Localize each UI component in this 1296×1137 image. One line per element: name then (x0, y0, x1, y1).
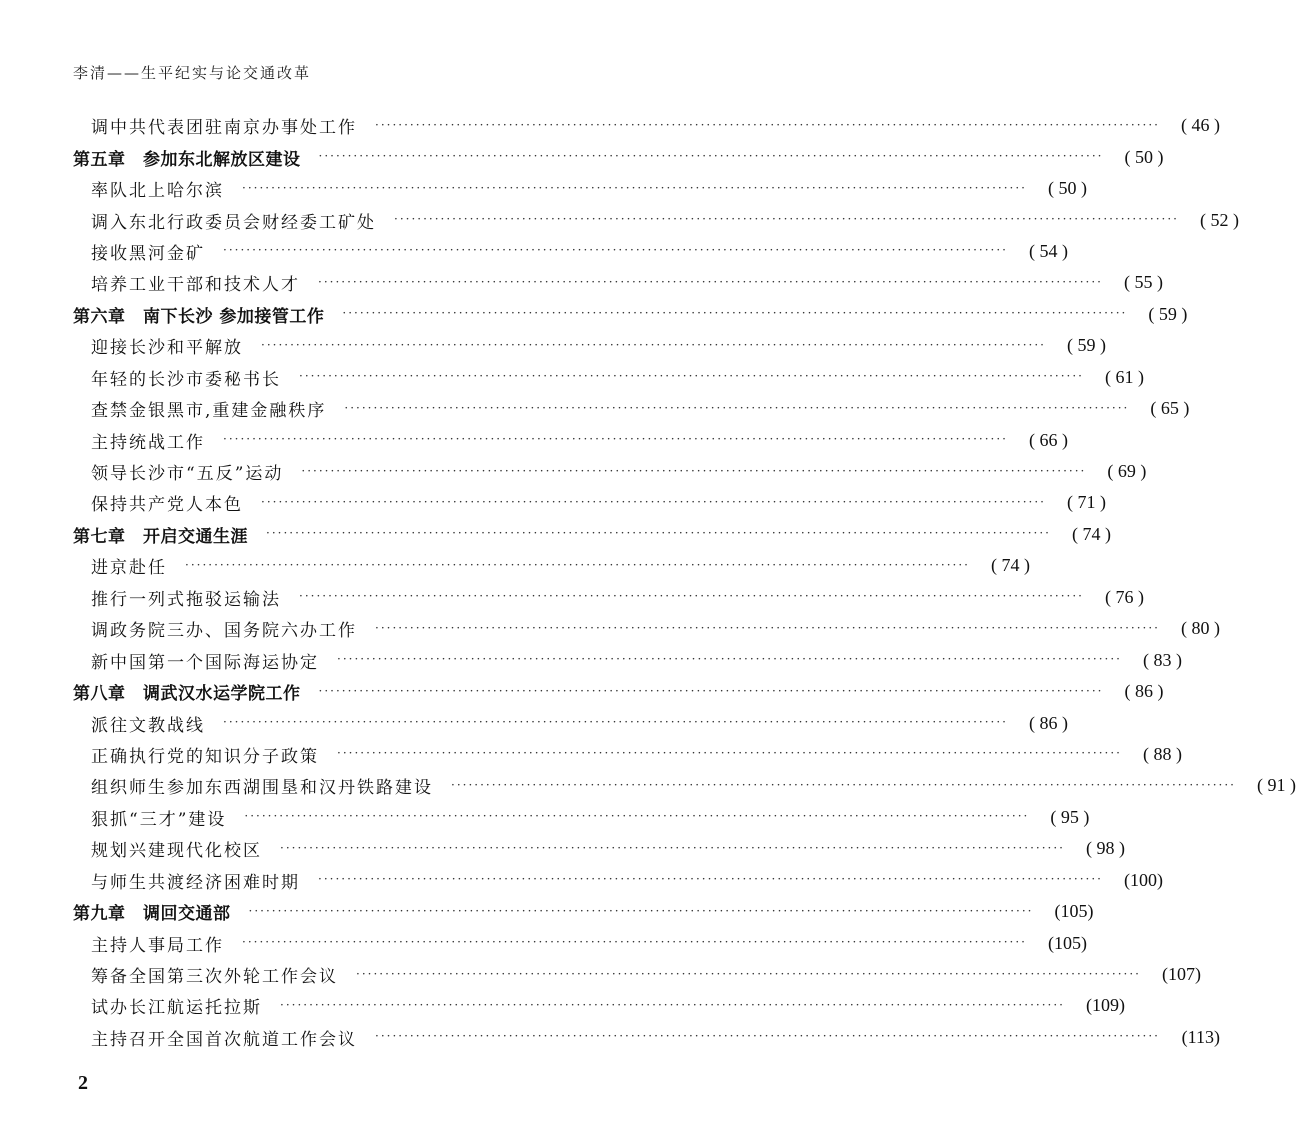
toc-chapter-title: 第九章 调回交通部 (73, 904, 231, 925)
toc-entry-title: 规划兴建现代化校区 (91, 841, 262, 862)
dot-leader: ······································································································································· (301, 463, 1087, 478)
toc-chapter-title: 第七章 开启交通生涯 (73, 526, 248, 547)
dot-leader: ······································································································································· (185, 557, 970, 572)
toc-entry-title: 进京赴任 (91, 558, 167, 579)
toc-chapter-title: 第五章 参加东北解放区建设 (73, 149, 301, 170)
toc-entry[interactable] (73, 865, 1163, 896)
toc-entry-page: (107) (1161, 964, 1201, 985)
toc-entry-page: (105) (1047, 932, 1087, 953)
toc-entry[interactable] (73, 550, 1030, 581)
toc-entry[interactable] (73, 613, 1220, 644)
dot-leader: ······································································································································· (261, 494, 1046, 509)
toc-entry-title: 主持人事局工作 (91, 935, 224, 956)
toc-entry-title: 派往文教战线 (91, 715, 205, 736)
toc-entry-page: ( 59 ) (1066, 335, 1106, 356)
toc-entry-title: 调中共代表团驻南京办事处工作 (91, 118, 357, 139)
toc-entry-page: ( 46 ) (1180, 115, 1220, 136)
dot-leader: ······································································································································· (318, 683, 1104, 698)
toc-chapter-page: (105) (1054, 901, 1094, 922)
dot-leader: ······································································································································· (337, 652, 1122, 667)
toc-entry-title: 主持统战工作 (91, 432, 205, 453)
toc-entry[interactable] (73, 770, 1296, 801)
toc-chapter[interactable] (73, 676, 1164, 707)
toc-entry-page: ( 80 ) (1180, 618, 1220, 639)
toc-entry-page: ( 88 ) (1142, 743, 1182, 764)
toc-entry-page: ( 69 ) (1107, 461, 1147, 482)
toc-chapter[interactable] (73, 519, 1111, 550)
toc-entry-page: ( 71 ) (1066, 492, 1106, 513)
toc-entry-page: ( 76 ) (1104, 586, 1144, 607)
dot-leader: ······································································································································· (299, 369, 1084, 384)
toc-chapter-page: ( 86 ) (1124, 681, 1164, 702)
toc-entry-title: 调政务院三办、国务院六办工作 (91, 621, 357, 642)
dot-leader: ······································································································································· (223, 432, 1008, 447)
toc-chapter-page: ( 74 ) (1071, 523, 1111, 544)
dot-leader: ······································································································································· (280, 840, 1065, 855)
dot-leader: ······································································································································· (318, 274, 1103, 289)
toc-entry[interactable] (73, 739, 1182, 770)
dot-leader: ······································································································································· (280, 997, 1065, 1012)
dot-leader: ······································································································································· (375, 117, 1160, 132)
toc-entry-title: 培养工业干部和技术人才 (91, 275, 300, 296)
dot-leader: ······································································································································· (244, 809, 1030, 824)
toc-chapter[interactable] (73, 299, 1188, 330)
dot-leader: ······································································································································· (242, 180, 1027, 195)
toc-entry-title: 年轻的长沙市委秘书长 (91, 369, 281, 390)
toc-entry-page: ( 55 ) (1123, 272, 1163, 293)
toc-entry-page: ( 65 ) (1150, 398, 1190, 419)
toc-entry-page: ( 83 ) (1142, 649, 1182, 670)
dot-leader: ······································································································································· (337, 746, 1122, 761)
toc-entry-title: 领导长沙市“五反”运动 (91, 464, 284, 485)
toc-entry[interactable] (73, 236, 1068, 267)
toc-chapter-title: 第八章 调武汉水运学院工作 (73, 684, 301, 705)
toc-entry-title: 主持召开全国首次航道工作会议 (91, 1029, 357, 1050)
toc-entry-title: 正确执行党的知识分子政策 (91, 746, 319, 767)
dot-leader: ······································································································································· (342, 306, 1128, 321)
toc-entry[interactable] (73, 990, 1125, 1021)
toc-entry-page: ( 86 ) (1028, 712, 1068, 733)
toc-chapter-title: 第六章 南下长沙 参加接管工作 (73, 306, 325, 327)
toc-entry[interactable] (73, 424, 1068, 455)
toc-entry[interactable] (73, 330, 1106, 361)
toc-entry-title: 试办长江航运托拉斯 (91, 998, 262, 1019)
toc-entry-page: ( 95 ) (1050, 806, 1090, 827)
page-number: 2 (78, 1072, 88, 1094)
toc-chapter[interactable] (73, 896, 1094, 927)
toc-entry[interactable] (73, 362, 1144, 393)
dot-leader: ······································································································································· (394, 212, 1179, 227)
dot-leader: ······································································································································· (375, 620, 1160, 635)
dot-leader: ······································································································································· (451, 777, 1236, 792)
toc-entry-title: 新中国第一个国际海运协定 (91, 652, 319, 673)
toc-entry-page: ( 91 ) (1256, 775, 1296, 796)
dot-leader: ······································································································································· (248, 903, 1034, 918)
toc-entry-title: 迎接长沙和平解放 (91, 338, 243, 359)
toc-entry[interactable] (73, 456, 1147, 487)
dot-leader: ······································································································································· (356, 966, 1141, 981)
toc-entry-title: 率队北上哈尔滨 (91, 181, 224, 202)
toc-entry-page: ( 61 ) (1104, 366, 1144, 387)
dot-leader: ······································································································································· (299, 589, 1084, 604)
toc-entry[interactable] (73, 393, 1190, 424)
toc-entry[interactable] (73, 644, 1182, 675)
toc-entry-title: 保持共产党人本色 (91, 495, 243, 516)
dot-leader: ······································································································································· (223, 715, 1008, 730)
toc-entry[interactable] (73, 487, 1106, 518)
toc-entry[interactable] (73, 204, 1239, 235)
toc-entry-page: ( 50 ) (1047, 178, 1087, 199)
toc-entry-page: ( 52 ) (1199, 209, 1239, 230)
toc-entry[interactable] (73, 707, 1068, 738)
dot-leader: ······································································································································· (318, 872, 1103, 887)
dot-leader: ······································································································································· (266, 526, 1051, 541)
dot-leader: ······································································································································· (375, 1029, 1160, 1044)
toc-entry[interactable] (73, 802, 1090, 833)
toc-entry[interactable] (73, 267, 1163, 298)
toc-entry-page: ( 66 ) (1028, 429, 1068, 450)
toc-entry-title: 调入东北行政委员会财经委工矿处 (91, 212, 376, 233)
toc-entry[interactable] (73, 582, 1144, 613)
toc-entry-title: 狠抓“三才”建设 (91, 809, 227, 830)
dot-leader: ······································································································································· (242, 935, 1027, 950)
dot-leader: ······································································································································· (344, 400, 1130, 415)
toc-entry-page: (113) (1181, 1026, 1220, 1047)
toc-entry-page: (109) (1085, 995, 1125, 1016)
dot-leader: ······································································································································· (261, 337, 1046, 352)
toc-entry-page: ( 54 ) (1028, 240, 1068, 261)
toc-entry[interactable] (73, 959, 1201, 990)
toc-entry[interactable] (73, 1022, 1220, 1053)
toc-entry-title: 查禁金银黑市,重建金融秩序 (91, 401, 327, 422)
running-head: 李清——生平纪实与论交通改革 (73, 64, 312, 82)
toc-entry-title: 筹备全国第三次外轮工作会议 (91, 967, 338, 988)
toc-chapter-page: ( 50 ) (1124, 146, 1164, 167)
toc-entry-page: (100) (1123, 869, 1163, 890)
dot-leader: ······································································································································· (223, 243, 1008, 258)
toc-chapter-page: ( 59 ) (1148, 303, 1188, 324)
toc-entry-title: 推行一列式拖驳运输法 (91, 589, 281, 610)
toc-entry-title: 组织师生参加东西湖围垦和汉丹铁路建设 (91, 778, 433, 799)
toc-chapter[interactable] (73, 141, 1164, 172)
toc-entry[interactable] (73, 110, 1220, 141)
toc-entry[interactable] (73, 173, 1087, 204)
dot-leader: ······································································································································· (318, 149, 1104, 164)
toc-entry[interactable] (73, 833, 1125, 864)
table-of-contents (73, 110, 1296, 1053)
toc-entry-title: 接收黑河金矿 (91, 243, 205, 264)
toc-entry-title: 与师生共渡经济困难时期 (91, 872, 300, 893)
toc-entry-page: ( 98 ) (1085, 838, 1125, 859)
toc-entry-page: ( 74 ) (990, 555, 1030, 576)
toc-entry[interactable] (73, 927, 1087, 958)
